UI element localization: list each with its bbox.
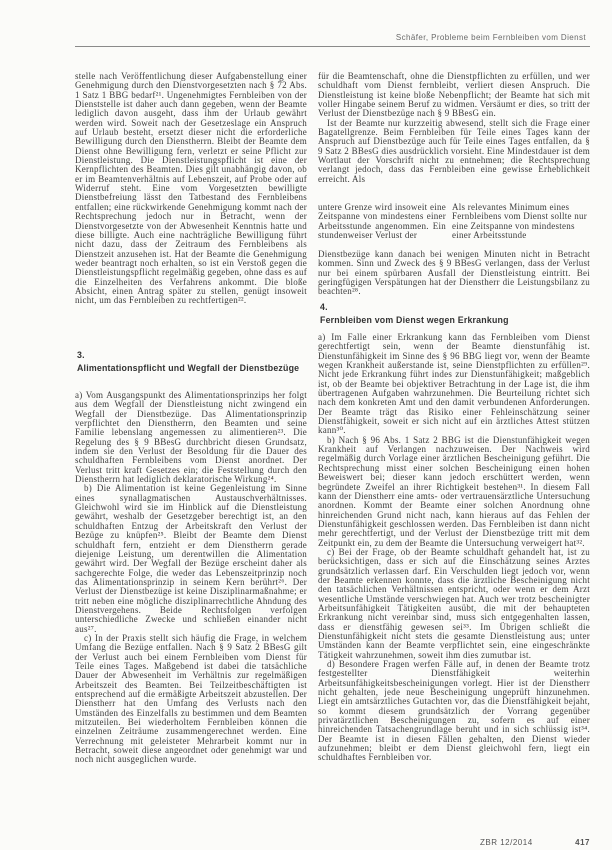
paragraph: für die Beamtenschaft, ohne die Dienstpflichten zu erfüllen, und wer schuldhaft vom Dienst fernbleibt, verliert diesen Anspruch. Die Dienstleistung ist keine bloße Nebenpflicht; der Beamte hat sich mit voller Hingabe seinem Beruf zu widmen. Versäumt er dies, so tritt der Verlust der Dienstbezüge nach § 9 BBesG ein.: [318, 72, 590, 119]
narrow-text-block: [318, 203, 446, 250]
paragraph: b) Nach § 96 Abs. 1 Satz 2 BBG ist die Dienstunfähigkeit wegen Krankheit auf Verlangen nachzuweisen. Der Nachweis wird regelmäßig durch Vorlage einer ärztlichen Bescheinigung geführt. Die Rechtsprechung misst einer solchen Bescheinigung einen hohen Beweiswert bei; dieser kann jedoch erschüttert werden, wenn begründete Zweifel an ihrer Richtigkeit bestehen³¹. In diesem Fall kann der Dienstherr eine amts- oder vertrauensärztliche Untersuchung anordnen. Kommt der Beamte einer solchen Anordnung ohne hinreichenden Grund nicht nach, kann hieraus auf das Fehlen der Dienstunfähigkeit geschlossen werden. Das Fernbleiben ist dann nicht mehr gerechtfertigt, und der Verlust der Dienstbezüge tritt mit dem Zeitpunkt ein, zu dem der Beamte die Untersuchung verweigert hat³².: [318, 434, 590, 548]
section-heading-4: [320, 302, 590, 326]
section-title: Alimentationspflicht und Wegfall der Dienstbezüge: [77, 363, 300, 373]
paragraph: d) Besondere Fragen werfen Fälle auf, in denen der Beamte trotz festgestellter Dienstfähigkeit weiterhin Arbeitsunfähigkeitsbescheinigungen vorlegt. Hier ist der Dienstherr nicht gehalten, jede neue Bescheinigung ungeprüft hinzunehmen. Liegt ein amtsärztliches Gutachten vor, das die Dienstfähigkeit bejaht, so kommt diesem grundsätzlich der Vorrang gegenüber privatärztlichen Bescheinigungen zu, sofern es auf einer hinreichenden Tatsachengrundlage beruht und in sich schlüssig ist³⁴. Der Beamte ist in diesen Fällen gehalten, den Dienst wieder aufzunehmen; bleibt er dem Dienst gleichwohl fern, liegt ein schuldhaftes Fernbleiben vor.: [318, 659, 590, 763]
right-column-text-block: [318, 72, 590, 203]
section-heading-3: [77, 350, 309, 374]
paragraph: untere Grenze wird insoweit eine Zeitspanne von mindestens einer Arbeitsstunde angenommen. Ein stundenweiser Verlust der: [318, 203, 446, 241]
paragraph: stelle nach Veröffentlichung dieser Aufgabenstellung einer Genehmigung durch den Dienstvorgesetzten nach § 72 Abs. 1 Satz 1 BBG bedarf²¹. Ungenehmigtes Fernbleiben von der Dienststelle ist daher auch dann gegeben, wenn der Beamte lediglich davon ausgeht, dass ihm der Urlaub gewährt werden wird. Soweit nach der Gesetzeslage ein Anspruch auf Urlaub besteht, ersetzt dieser nicht die erforderliche Bewilligung durch den Dienstherrn. Bleibt der Beamte dem Dienst ohne Bewilligung fern, verletzt er seine Pflicht zur Dienstleistung. Die Dienstleistungspflicht ist eine der Kernpflichten des Beamten. Dies gilt unabhängig davon, ob er im Beamtenverhältnis auf Lebenszeit, auf Probe oder auf Widerruf steht. Eine vom Vorgesetzten bewilligte Dienstbefreiung lässt den Tatbestand des Fernbleibens entfallen; eine rückwirkende Genehmigung kommt nach der Rechtsprechung jedoch nur in Betracht, wenn der Dienstvorgesetzte von der Abwesenheit Kenntnis hatte und diese billigte. Auch eine nachträgliche Bewilligung führt nicht dazu, dass der Zeitraum des Fernbleibens als Dienstzeit anzusehen ist. Hat der Beamte die Genehmigung weder beantragt noch erhalten, so ist ein Verstoß gegen die Dienstleistungspflicht regelmäßig gegeben, ohne dass es auf die Einzelheiten des Verfahrens ankommt. Die bloße Absicht, einen Antrag später zu stellen, genügt insoweit nicht, um das Fernbleiben zu rechtfertigen²².: [75, 72, 307, 306]
paragraph: Ist der Beamte nur kurzzeitig abwesend, stellt sich die Frage einer Bagatellgrenze. Beim Fernbleiben für Teile eines Tages kann der Anspruch auf Dienstbezüge auch für Teile eines Tages entfallen, da § 9 Satz 2 BBesG dies ausdrücklich vorsieht. Eine Mindestdauer ist dem Wortlaut der Vorschrift nicht zu entnehmen; die Rechtsprechung verlangt jedoch, dass das Fernbleiben eine gewisse Erheblichkeit erreicht. Als: [318, 117, 590, 184]
left-column-text-block: [75, 72, 307, 346]
journal-issue: ZBR 12/2014: [480, 838, 533, 847]
page-number: 417: [575, 838, 590, 847]
paragraph: c) In der Praxis stellt sich häufig die Frage, in welchem Umfang die Bezüge entfallen. Nach § 9 Satz 2 BBesG gilt der Verlust auch bei einem Fernbleiben vom Dienst für Teile eines Tages. Maßgebend ist dabei die tatsächliche Dauer der Abwesenheit im Verhältnis zur regelmäßigen Arbeitszeit des Beamten. Bei Teilzeitbeschäftigten ist entsprechend auf die ermäßigte Arbeitszeit abzustellen. Der Dienstherr hat den Umfang des Verlusts nach den Umständen des Einzelfalls zu bestimmen und dem Beamten mitzuteilen. Bei wiederholtem Fernbleiben können die einzelnen Zeiträume zusammengerechnet werden. Eine Verrechnung mit geleisteter Mehrarbeit kommt nur in Betracht, soweit diese angeordnet oder genehmigt war und noch nicht ausgeglichen wurde.: [75, 632, 307, 765]
left-column-section-3-text: [75, 391, 307, 836]
paragraph: a) Im Falle einer Erkrankung kann das Fernbleiben vom Dienst gerechtfertigt sein, wenn der Beamte dienstunfähig ist. Dienstunfähigkeit im Sinne des § 96 BBG liegt vor, wenn der Beamte wegen Krankheit außerstande ist, seine Dienstpflichten zu erfüllen²⁹. Nicht jede Erkrankung führt indes zur Dienstunfähigkeit; maßgeblich ist, ob der Beamte bei objektiver Betrachtung in der Lage ist, die ihm übertragenen Aufgaben wahrzunehmen. Die Beurteilung richtet sich nach dem konkreten Amt und den damit verbundenen Anforderungen. Der Beamte trägt das Risiko einer Fehleinschätzung seiner Dienstfähigkeit, soweit er sich nicht auf ein ärztliches Attest stützen kann³⁰.: [318, 333, 590, 436]
section-title: Fernbleiben vom Dienst wegen Erkrankung: [320, 315, 509, 325]
pull-quote: [452, 203, 590, 250]
running-head: Schäfer, Probleme beim Fernbleiben vom Dienst: [395, 33, 586, 42]
right-column-text-continuation: [318, 250, 590, 297]
section-number: 4.: [320, 302, 328, 312]
section-number: 3.: [77, 350, 85, 360]
right-column-section-4-text: [318, 333, 590, 836]
paragraph: a) Vom Ausgangspunkt des Alimentationsprinzips her folgt aus dem Wegfall der Dienstleistung nicht zwingend ein Wegfall der Dienstbezüge. Das Alimentationsprinzip verpflichtet den Dienstherrn, den Beamten und seine Familie lebenslang angemessen zu alimentieren²³. Die Regelung des § 9 BBesG durchbricht diesen Grundsatz, indem sie den Verlust der Besoldung für die Dauer des schuldhaften Fernbleibens vom Dienst anordnet. Der Verlust tritt kraft Gesetzes ein; die Feststellung durch den Dienstherrn hat lediglich deklaratorische Wirkung²⁴.: [75, 391, 307, 485]
paragraph: b) Die Alimentation ist keine Gegenleistung im Sinne eines synallagmatischen Austauschverhältnisses. Gleichwohl wird sie im Hinblick auf die Dienstleistung gewährt, weshalb der Gesetzgeber berechtigt ist, an den schuldhaften Entzug der Arbeitskraft den Verlust der Bezüge zu knüpfen²⁵. Bleibt der Beamte dem Dienst schuldhaft fern, entzieht er dem Dienstherrn gerade diejenige Leistung, um derentwillen die Alimentation gewährt wird. Der Wegfall der Bezüge erscheint daher als sachgerechte Folge, die weder das Lebenszeitprinzip noch das Alimentationsprinzip in seinem Kern berührt²⁶. Der Verlust der Dienstbezüge ist keine Disziplinarmaßnahme; er tritt neben eine mögliche disziplinarrechtliche Ahndung des Dienstvergehens. Beide Rechtsfolgen verfolgen unterschiedliche Zwecke und schließen einander nicht aus²⁷.: [75, 483, 307, 634]
paragraph: Dienstbezüge kann danach bei wenigen Minuten nicht in Betracht kommen. Sinn und Zweck des § 9 BBesG verlangen, dass der Verlust nur bei einem spürbaren Ausfall der Dienstleistung eintritt. Bei geringfügigen Verspätungen hat der Dienstherr die Leistungsbilanz zu beachten²⁸.: [318, 250, 590, 297]
paragraph: c) Bei der Frage, ob der Beamte schuldhaft gehandelt hat, ist zu berücksichtigen, dass er sich auf die Einschätzung seines Arztes grundsätzlich verlassen darf. Ein Verschulden liegt jedoch vor, wenn der Beamte erkennen konnte, dass die ärztliche Bescheinigung nicht den tatsächlichen Verhältnissen entspricht, oder wenn er dem Arzt wesentliche Umstände verschwiegen hat. Auch wer trotz bescheinigter Arbeitsunfähigkeit Tätigkeiten ausübt, die mit der behaupteten Erkrankung nicht vereinbar sind, muss sich entgegenhalten lassen, dass er dienstfähig gewesen sei³³. Im Übrigen schließt die Dienstunfähigkeit nicht stets die gesamte Dienstleistung aus; unter Umständen kann der Beamte verpflichtet sein, eine eingeschränkte Tätigkeit wahrzunehmen, soweit ihm dies zumutbar ist.: [318, 546, 590, 660]
pull-quote-text: Als relevantes Minimum eines Fernbleibens vom Dienst sollte nur eine Zeitspanne von mindestens einer Arbeitsstunde: [452, 203, 587, 241]
header-rule: [75, 46, 590, 47]
